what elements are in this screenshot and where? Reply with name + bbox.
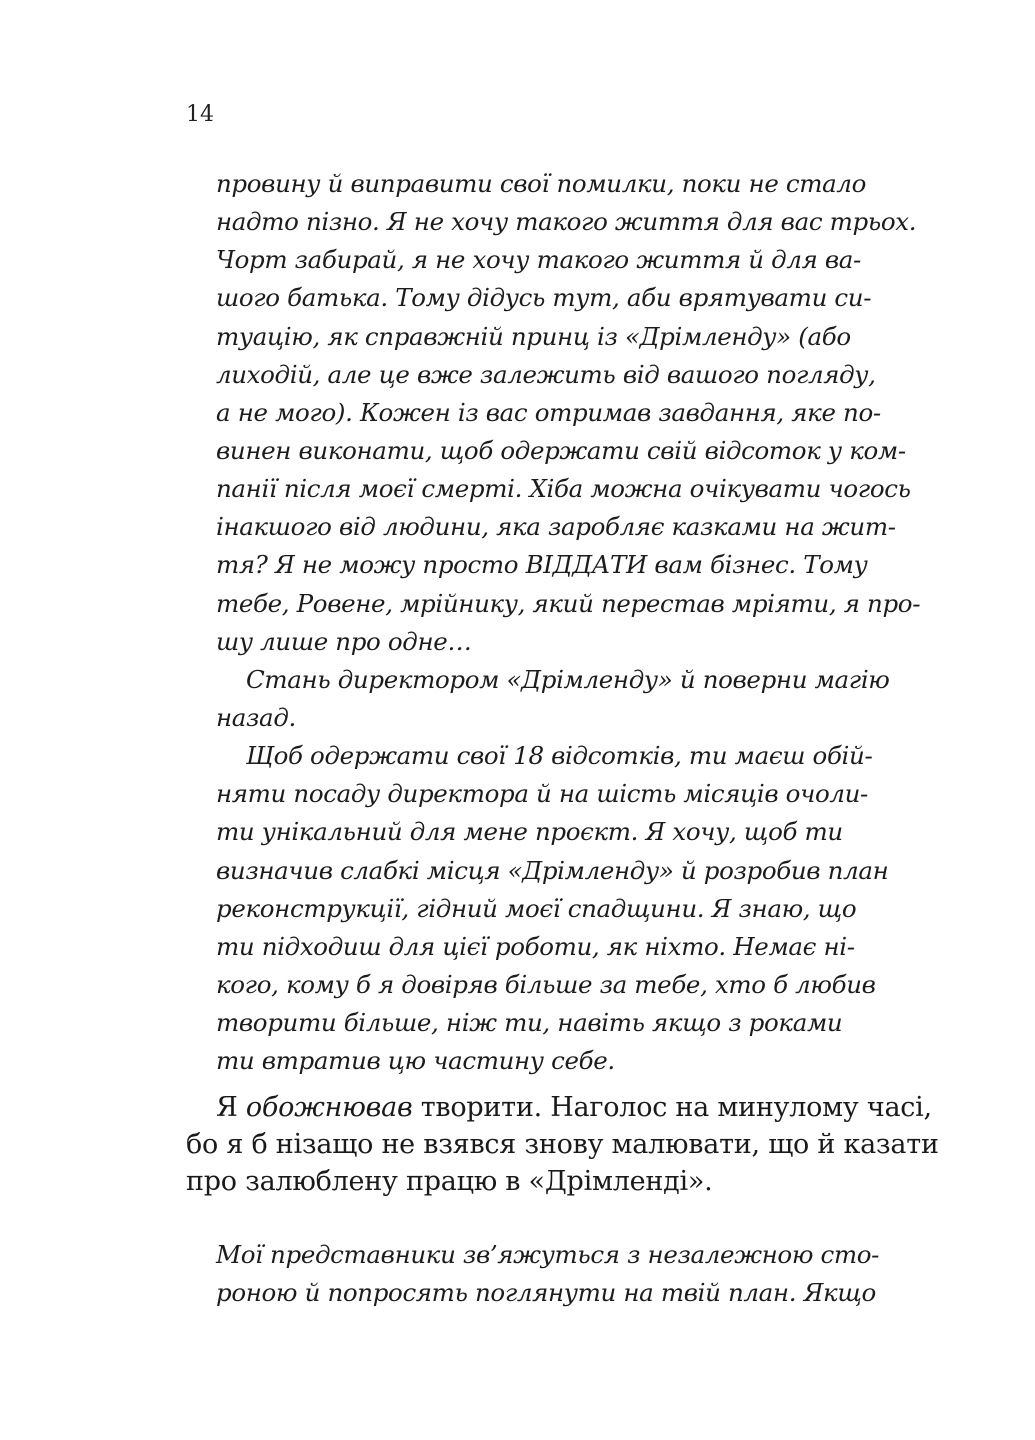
text-fragment: творити. Наголос на минулому часі, <box>412 1092 932 1123</box>
text-line: Мої представники зв’яжуться з незалежною сто- <box>216 1240 880 1269</box>
text-line: панії після моєї смерті. Хіба можна очікувати чогось <box>216 474 911 504</box>
text-line: реконструкції, гідний моєї спадщини. Я знаю, що <box>216 893 857 923</box>
text-line: няти посаду директора й на шість місяців очоли- <box>216 779 868 809</box>
text-line: тебе, Ровене, мрійнику, який перестав мріяти, я про- <box>216 588 921 618</box>
text-line: шу лише про одне… <box>216 626 472 656</box>
text-line: винен виконати, щоб одержати свій відсоток у ком- <box>216 435 906 465</box>
text-line: Чорт забирай, я не хочу такого життя й для ва- <box>216 245 861 275</box>
text-line: ти втратив цю частину себе. <box>216 1046 615 1076</box>
text-fragment: Я <box>216 1092 246 1123</box>
text-line: ти унікальний для мене проєкт. Я хочу, щоб ти <box>216 817 843 847</box>
text-line: бо я б нізащо не взявся знову малювати, що й казати <box>186 1129 939 1160</box>
emphasis-word: обожнював <box>245 1092 413 1123</box>
text-line: творити більше, ніж ти, навіть якщо з роками <box>216 1008 843 1038</box>
text-line: кого, кому б я довіряв більше за тебе, хто б любив <box>216 969 876 999</box>
text-line: ти підходиш для цієї роботи, як ніхто. Немає ні- <box>216 931 855 961</box>
letter-text-continued <box>216 1236 880 1312</box>
narration-paragraph <box>186 1089 939 1200</box>
text-line: визначив слабкі місця «Дрімленду» й розробив план <box>216 855 889 885</box>
text-line: надто пізно. Я не хочу такого життя для вас трьох. <box>216 207 917 237</box>
text-line: лиходій, але це вже залежить від вашого погляду, <box>216 359 876 389</box>
text-line: туацію, як справжній принц із «Дрімленду» (або <box>216 321 851 351</box>
text-line: про залюблену працю в «Дрімленді». <box>186 1166 713 1197</box>
page-number: 14 <box>186 102 214 127</box>
text-line: назад. <box>216 702 296 732</box>
text-line: провину й виправити свої помилки, поки не стало <box>216 169 867 198</box>
text-line: а не мого). Кожен із вас отримав завдання, яке по- <box>216 397 881 427</box>
text-line: інакшого від людини, яка заробляє казками на жит- <box>216 512 896 542</box>
letter-text <box>216 165 921 1080</box>
text-line: тя? Я не можу просто ВІДДАТИ вам бізнес. Тому <box>216 550 868 580</box>
text-line <box>186 1089 932 1126</box>
text-line: Стань директором «Дрімленду» й поверни магію <box>246 664 890 694</box>
text-line: Щоб одержати свої 18 відсотків, ти маєш обій- <box>246 741 873 771</box>
text-line: шого батька. Тому дідусь тут, аби врятувати си- <box>216 283 872 313</box>
text-line: роною й попросять поглянути на твій план. Якщо <box>216 1278 876 1308</box>
